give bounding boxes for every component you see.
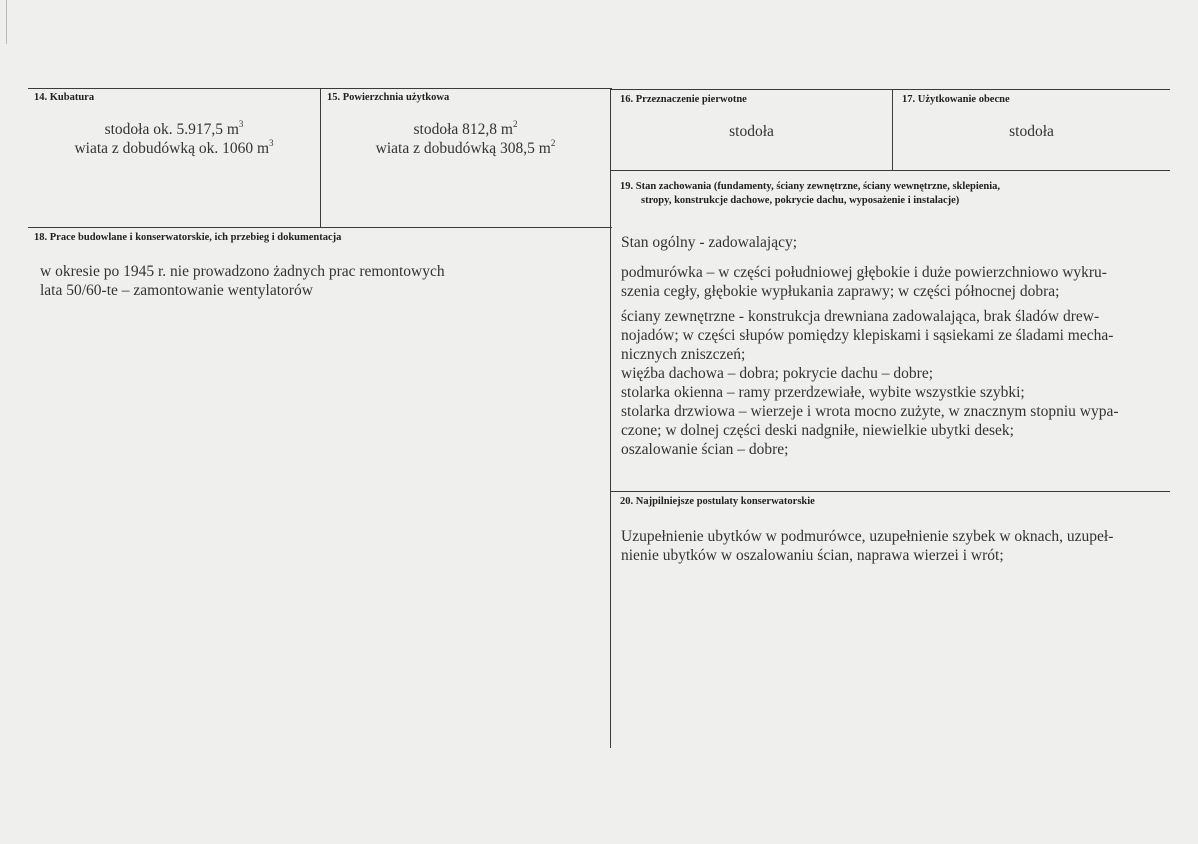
field-15-value: [321, 120, 610, 158]
field-18-line: lata 50/60-te – zamontowanie wentylatorów: [40, 282, 313, 299]
page-edge: [0, 0, 7, 44]
rule-above-18: [28, 227, 612, 228]
field-14-value: [28, 120, 320, 158]
field-19-line: podmurówka – w części południowej głębokie i duże powierzchniowo wykru-: [621, 264, 1107, 281]
field-19-line: stolarka drzwiowa – wierzeje i wrota mocno zużyte, w znacznym stopniu wypa-: [621, 403, 1119, 420]
field-19-line: więźba dachowa – dobra; pokrycie dachu – dobre;: [621, 365, 934, 382]
field-17-value: stodoła: [1009, 123, 1054, 140]
field-20-text: [621, 527, 1166, 565]
field-19-line: szenia cegły, głębokie wypłukania zaprawy; w części północnej dobra;: [621, 283, 1060, 300]
field-18-label: 18. Prace budowlane i konserwatorskie, ich przebieg i dokumentacja: [34, 232, 342, 243]
field-15-line1: stodoła 812,8 $m^2$: [413, 118, 518, 138]
field-20-line: nienie ubytków w oszalowaniu ścian, naprawa wierzei i wrót;: [621, 547, 1004, 564]
field-19-label-line1: 19. Stan zachowania (fundamenty, ściany zewnętrzne, ściany wewnętrzne, sklepienia,: [620, 181, 1001, 192]
rule-above-20: [610, 491, 1170, 492]
field-16-value: stodoła: [729, 123, 774, 140]
field-19-para1: [621, 263, 1166, 301]
field-17-label: 17. Użytkowanie obecne: [902, 94, 1010, 105]
field-19-line: ściany zewnętrzne - konstrukcja drewniana zadowalająca, brak śladów drew-: [621, 308, 1100, 325]
field-18-text: [40, 262, 600, 300]
field-14-label: 14. Kubatura: [34, 92, 95, 103]
field-18-line: w okresie po 1945 r. nie prowadzono żadnych prac remontowych: [40, 263, 445, 280]
field-19-line: nojadów; w części słupów pomiędzy klepiskami i sąsiekami ze śladami mecha-: [621, 327, 1114, 344]
rule-center-divider: [610, 88, 611, 748]
field-16-label: 16. Przeznaczenie pierwotne: [620, 94, 747, 105]
field-19-label-line2: stropy, konstrukcje dachowe, pokrycie dachu, wyposażenie i instalacje): [641, 195, 960, 206]
field-15-line2: wiata z dobudówką 308,5 $m^2$: [375, 137, 556, 157]
field-19-line: oszalowanie ścian – dobre;: [621, 441, 789, 458]
field-20-line: Uzupełnienie ubytków w podmurówce, uzupełnienie szybek w oknach, uzupeł-: [621, 528, 1114, 545]
field-15-label: 15. Powierzchnia użytkowa: [327, 92, 450, 103]
rule-above-19: [610, 170, 1170, 171]
field-19-para2: [621, 307, 1166, 459]
field-14-line2: wiata z dobudówką ok. 1060 $m^3$: [74, 137, 274, 157]
field-19-line: nicznych zniszczeń;: [621, 346, 746, 363]
field-19-general: Stan ogólny - zadowalający;: [621, 234, 798, 251]
rule-top-right: [610, 89, 1170, 90]
field-14-line1: stodoła ok. 5.917,5 $m^3$: [104, 118, 244, 138]
field-19-line: czone; w dolnej części deski nadgniłe, niewielkie ubytki desek;: [621, 422, 1014, 439]
field-20-label: 20. Najpilniejsze postulaty konserwatorskie: [620, 496, 815, 507]
field-19-line: stolarka okienna – ramy przerdzewiałe, wybite wszystkie szybki;: [621, 384, 1025, 401]
